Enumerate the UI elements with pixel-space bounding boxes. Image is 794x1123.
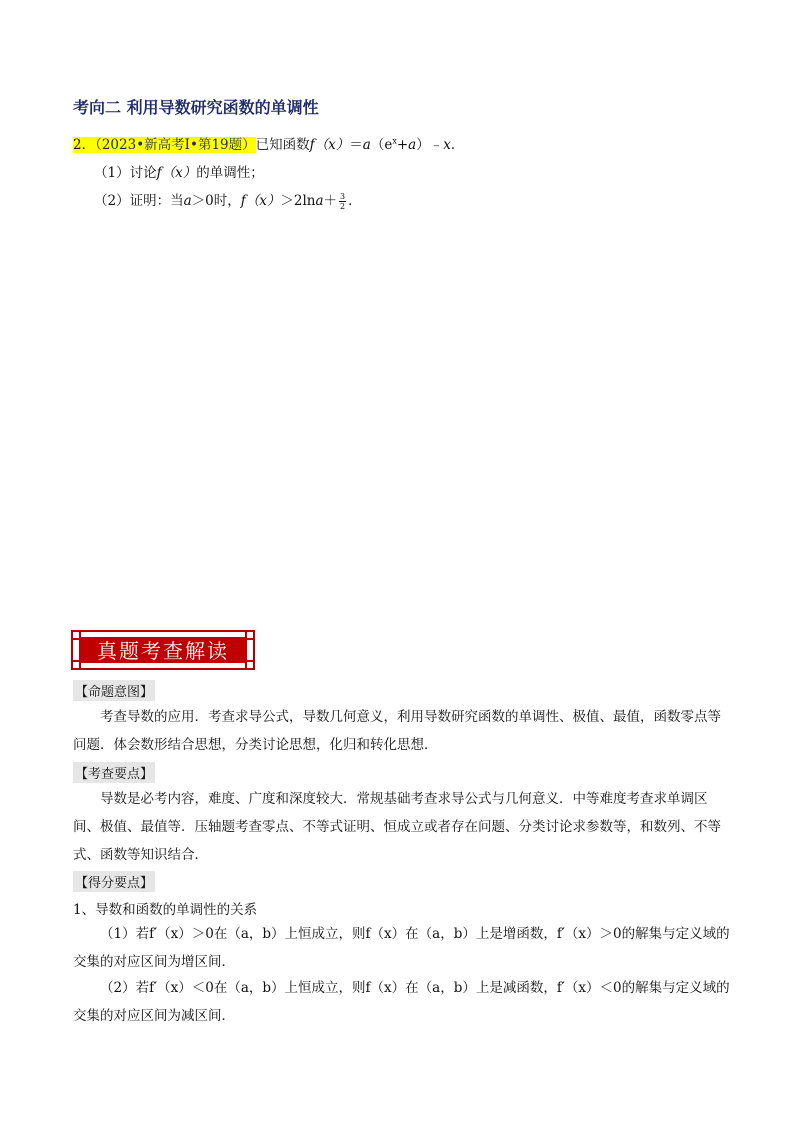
rule-increasing: （1）若f′（x）＞0在（a，b）上恒成立，则f（x）在（a，b）上是增函数，f′（x）＞0的解集与定义域的交集的对应区间为增区间．: [73, 926, 730, 970]
fraction-denominator: 2: [340, 202, 346, 211]
section-banner: [71, 630, 255, 670]
stem-function: f（x）: [309, 137, 350, 153]
part2-mid: ＞0时，: [191, 193, 241, 209]
stem-prefix: 已知函数: [255, 137, 310, 153]
section-title: 考向二 利用导数研究函数的单调性: [73, 98, 319, 117]
scoring-heading: 1、导数和函数的单调性的关系: [73, 902, 258, 918]
part2-prefix: （2）证明：当: [94, 193, 184, 209]
question-number-highlight: [73, 137, 256, 153]
question-part-2: [94, 189, 362, 211]
part2-plus: ＋: [323, 193, 338, 209]
part2-end: ．: [348, 193, 362, 209]
part2-a2: a: [315, 193, 324, 209]
intent-paragraph: 考查导数的应用．考查求导公式，导数几何意义，利用导数研究函数的单调性、极值、最值，函数零点等问题．体会数形结合思想，分类讨论思想，化归和转化思想．: [73, 709, 721, 753]
stem-a2: a: [408, 137, 417, 153]
part2-a: a: [183, 193, 192, 209]
stem-equals: ＝: [349, 137, 363, 153]
part2-inequality: ＞2ln: [280, 193, 316, 209]
stem-a1: a: [362, 137, 371, 153]
banner-text: 真题考查解读: [79, 637, 247, 663]
stem-exponent: x: [392, 136, 397, 146]
key-points-paragraph: 导数是必考内容，难度、广度和深度较大．常规基础考查求导公式与几何意义．中等难度考查求单调区间、极值、最值等．压轴题考查零点、不等式证明、恒成立或者存在问题、分类讨论求参数等，和数列、不等式、函数等知识结合．: [73, 791, 721, 863]
fraction-numerator: 3: [340, 192, 346, 201]
part1-function: f（x）: [156, 165, 197, 181]
stem-x: x: [443, 137, 451, 153]
stem-plus: +: [396, 137, 409, 153]
part1-suffix: 的单调性；: [196, 165, 264, 181]
question-source: （2023•新高考Ⅰ•第19题）: [95, 137, 256, 153]
stem-end: ．: [450, 137, 465, 153]
stem-paren-close: ）﹣: [416, 137, 444, 153]
question-number: 2．: [73, 137, 96, 153]
tag-key-points: 【考查要点】: [73, 762, 155, 783]
question-stem: [73, 133, 464, 153]
tag-intent: 【命题意图】: [73, 680, 155, 701]
part2-function: f（x）: [240, 193, 281, 209]
rule-decreasing: （2）若f′（x）＜0在（a，b）上恒成立，则f（x）在（a，b）上是减函数，f′（x）＜0的解集与定义域的交集的对应区间为减区间．: [73, 980, 730, 1024]
fraction-three-halves: [339, 192, 346, 211]
tag-scoring: 【得分要点】: [73, 871, 155, 892]
question-part-1: [94, 161, 264, 181]
stem-paren-open: （e: [370, 137, 393, 153]
part1-prefix: （1）讨论: [94, 165, 157, 181]
